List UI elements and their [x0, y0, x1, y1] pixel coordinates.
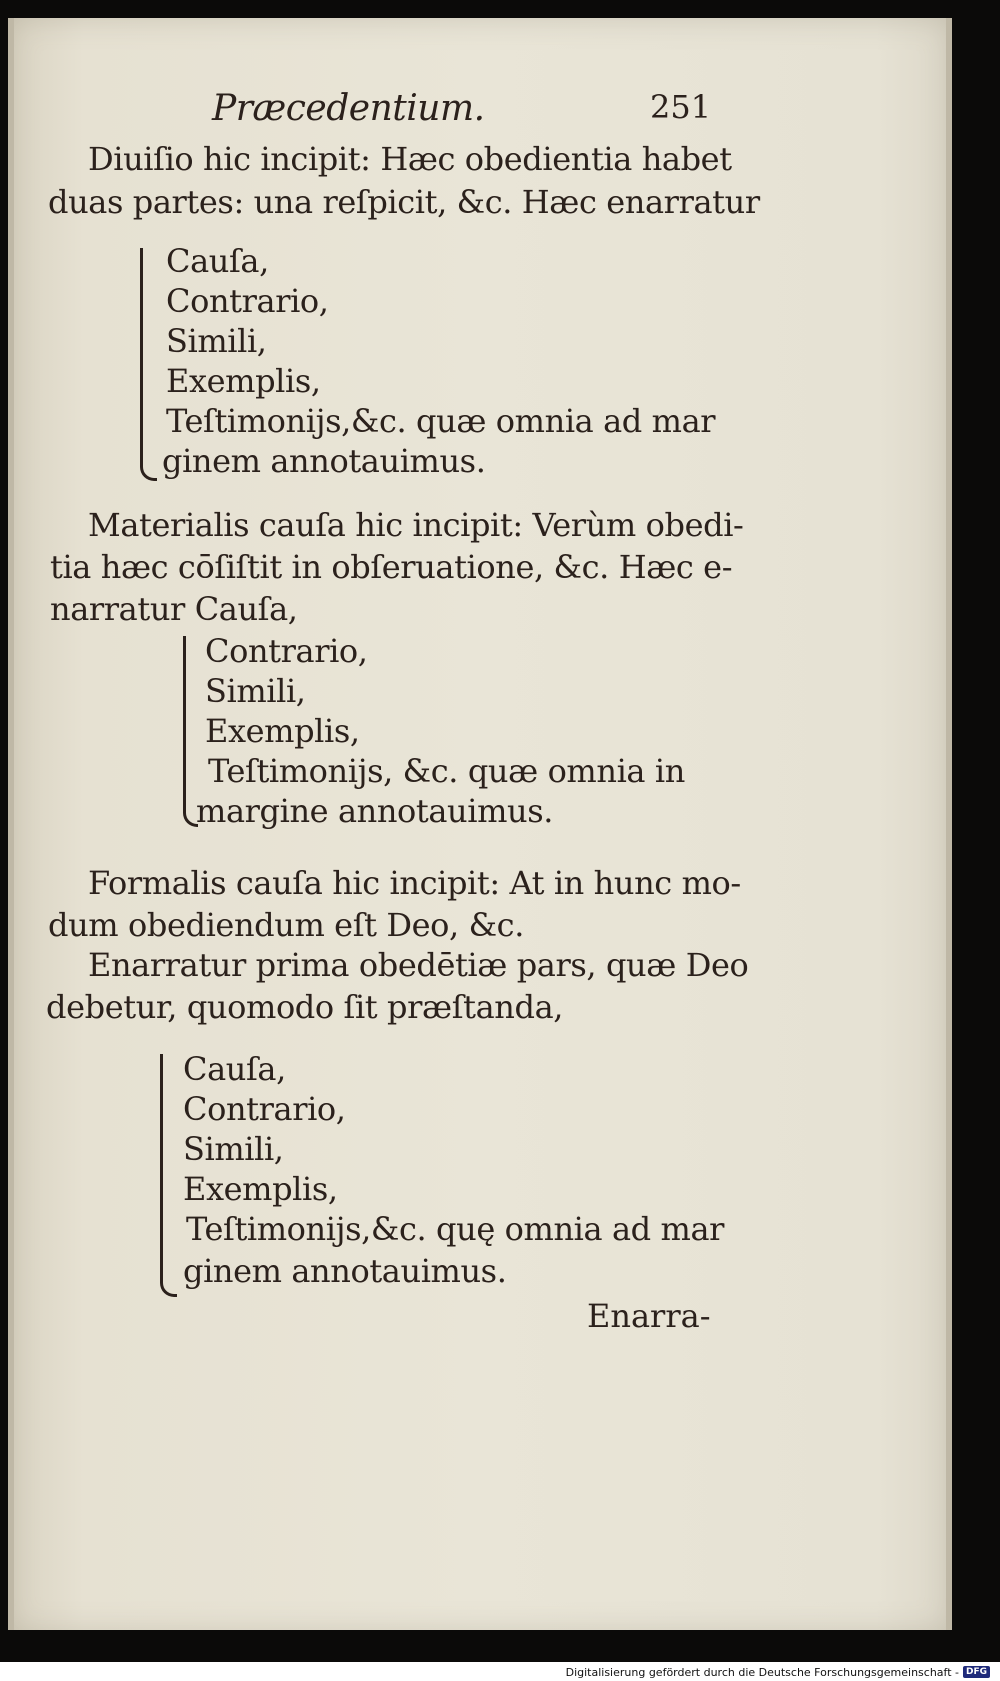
list-2-item-5: margine annotauimus. [196, 792, 554, 830]
list-1-item-3: Simili, [166, 322, 267, 360]
paragraph-2-line-3: narratur Cauſa, [50, 590, 298, 628]
list-3-item-4: Exemplis, [183, 1170, 338, 1208]
paragraph-3-line-4: debetur, quomodo ſit præſtanda, [46, 988, 564, 1026]
paragraph-1-line-1: Diuiſio hic incipit: Hæc obedientia habet [88, 140, 732, 178]
list-3-item-2: Contrario, [183, 1090, 346, 1128]
list-1-item-6: ginem annotauimus. [162, 442, 486, 480]
dfg-logo: DFG [963, 1666, 990, 1678]
list-2-item-2: Simili, [205, 672, 306, 710]
paragraph-2-line-1: Materialis cauſa hic incipit: Verùm obedi- [88, 506, 744, 544]
list-1-item-4: Exemplis, [166, 362, 321, 400]
digitization-footer [566, 1664, 990, 1680]
footer-text: Digitalisierung gefördert durch die Deutsche Forschungsgemeinschaft - [565, 1665, 959, 1679]
paragraph-3-line-2: dum obediendum eſt Deo, &c. [48, 906, 524, 944]
catchword: Enarra- [587, 1297, 711, 1335]
paragraph-3-line-3: Enarratur prima obedētiæ pars, quæ Deo [88, 946, 749, 984]
scan-bottom-band [0, 1630, 1000, 1662]
page-number: 251 [650, 88, 712, 126]
running-head: Præcedentium. [212, 88, 485, 129]
list-2-item-1: Contrario, [205, 632, 368, 670]
list-1-item-2: Contrario, [166, 282, 329, 320]
paragraph-3-line-1: Formalis cauſa hic incipit: At in hunc mo- [88, 864, 741, 902]
page-edge-right [946, 18, 952, 1633]
list-1-item-5: Teſtimonijs,&c. quæ omnia ad mar [166, 402, 716, 440]
list-2-item-4: Teſtimonijs, &c. quæ omnia in [208, 752, 685, 790]
list-3-item-6: ginem annotauimus. [183, 1252, 507, 1290]
paragraph-1-line-2: duas partes: una reſpicit, &c. Hæc enarratur [48, 183, 760, 221]
list-3-item-5: Teſtimonijs,&c. quę omnia ad mar [186, 1210, 725, 1248]
page-edge-left [8, 18, 14, 1633]
list-brace-3 [160, 1054, 177, 1297]
list-3-item-3: Simili, [183, 1130, 284, 1168]
list-2-item-3: Exemplis, [205, 712, 360, 750]
list-1-item-1: Cauſa, [166, 242, 269, 280]
list-3-item-1: Cauſa, [183, 1050, 286, 1088]
paragraph-2-line-2: tia hæc cōſiſtit in obſeruatione, &c. Hæc e- [50, 548, 733, 586]
list-brace-1 [140, 248, 157, 481]
